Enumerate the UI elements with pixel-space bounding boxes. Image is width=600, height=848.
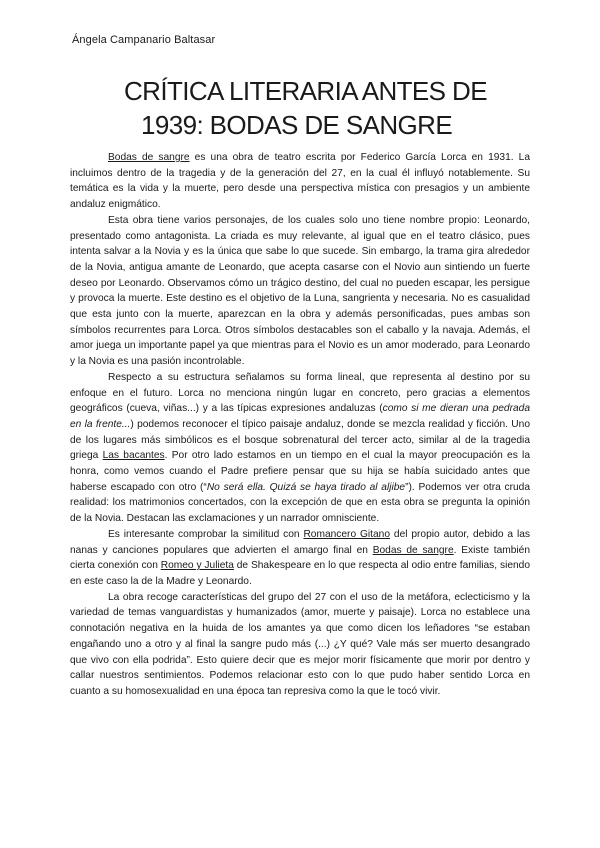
paragraph-4 — [70, 527, 530, 590]
quote-italic: como si me dieran una pedrada en la frente... — [70, 403, 530, 430]
quote-italic: No será ella. Quizá se haya tirado al aljibe — [206, 481, 406, 493]
paragraph-text: La obra recoge características del grupo del 27 con el uso de la metáfora, eclecticismo y la variedad de temas vanguardistas y humanizados (amor, muerte y paisaje). Lorca no establece una connotación negativa en la huida de los amantes ya que como dicen los leñadores “se estaban engañando uno a otro y al final la sangre pudo más (...) ¿Y qué? Vale más ser muerto desangrado que vivo con ella podrida”. Esto quiere decir que es mejor morir físicamente que morir por dentro y callar nuestros sentimientos. Podemos relacionar esto con lo que pudo haber sentido Lorca en cuanto a su homosexualidad en una época tan represiva como la que le tocó vivir. — [70, 591, 530, 697]
work-title-romeo-y-julieta: Romeo y Julieta — [160, 560, 234, 572]
work-title-romancero-gitano: Romancero Gitano — [303, 528, 391, 540]
paragraph-text: de Shakespeare en lo que respecta al odio entre familias, siendo en este caso la de la Madre y Leonardo. — [70, 560, 531, 587]
paragraph-text: es una obra de teatro escrita por Federico García Lorca en 1931. La incluimos dentro de la tragedia y de la generación del 27, en la cual él influyó notablemente. Su temática es la vida y la muerte, pero desde una perspectiva mística con presagios y un ambiente andaluz enigmático. — [70, 152, 531, 211]
paragraph-text: del propio autor, debido a las nanas y canciones populares que advierten el amargo final en — [70, 528, 530, 556]
author-name: Ángela Campanario Baltasar — [72, 34, 216, 46]
paragraph-text: . Por otro lado estamos en un tiempo en el cual la mayor preocupación es la honra, como vemos cuando el Padre prefiere pensar que su hija se había suicidado antes que haberse escapado con otro (“ — [70, 450, 530, 493]
paragraph-text: Respecto a su estructura señalamos su forma lineal, que representa al destino por su enfoque en el futuro. Lorca no menciona ningún lugar en concreto, pero gracias a elementos geográficos (cueva, viñas...) y a las típicas expresiones andaluzas ( — [70, 371, 530, 415]
paragraph-5 — [70, 590, 530, 700]
paragraph-1 — [70, 150, 530, 213]
paragraph-text: Esta obra tiene varios personajes, de los cuales solo uno tiene nombre propio: Leonardo, presentado como antagonista. La criada es muy relevante, al igual que en el teatro clásico, pues intenta salvar a la Novia y es la única que sabe lo que sucede. Sin embargo, la trama gira alrededor de la Novia, antigua amante de Leonardo, que acepta casarse con el Novio aun sintiendo un fuerte deseo por Leonardo. Observamos cómo un trágico destino, del cual no pueden escapar, les persigue y provoca la muerte. Este destino es el objetivo de la Luna, sangrienta y necesaria. No es casualidad que esta junto con la muerte, aparezcan en la obra y además personificadas, pues ambas son símbolos recurrentes para Lorca. Otros símbolos destacables son el caballo y la navaja. Además, el amor juega un importante papel ya que mientras para el Novio es un amor moderado, para Leonardo y la Novia es una pasión incontrolable. — [70, 214, 530, 368]
document-title — [0, 74, 600, 142]
work-title-bodas-de-sangre: Bodas de sangre — [372, 544, 454, 556]
paragraph-3 — [70, 370, 530, 527]
title-line-2: 1939: BODAS DE SANGRE — [141, 110, 453, 140]
paragraph-text: Es interesante comprobar la similitud con — [108, 528, 304, 540]
paragraph-text: ) podemos reconocer el típico paisaje andaluz, donde se mezcla realidad y ficción. Uno de los lugares más simbólicos es el bosque sobrenatural del tercer acto, similar al de la tragedia griega — [70, 418, 530, 462]
document-body — [70, 150, 530, 700]
title-line-1: CRÍTICA LITERARIA ANTES DE — [124, 76, 487, 106]
work-title-bodas-de-sangre: Bodas de sangre — [108, 152, 190, 163]
work-title-las-bacantes: Las bacantes — [102, 450, 165, 462]
paragraph-text: ”). Podemos ver otra cruda realidad: los matrimonios concertados, con la excepción de que en esta obra se pregunta la opinión de la Novia. Destacan las exclamaciones y un narrador omnisciente. — [70, 481, 530, 525]
paragraph-text: . Existe también cierta conexión con — [70, 544, 531, 572]
paragraph-2 — [70, 213, 530, 370]
